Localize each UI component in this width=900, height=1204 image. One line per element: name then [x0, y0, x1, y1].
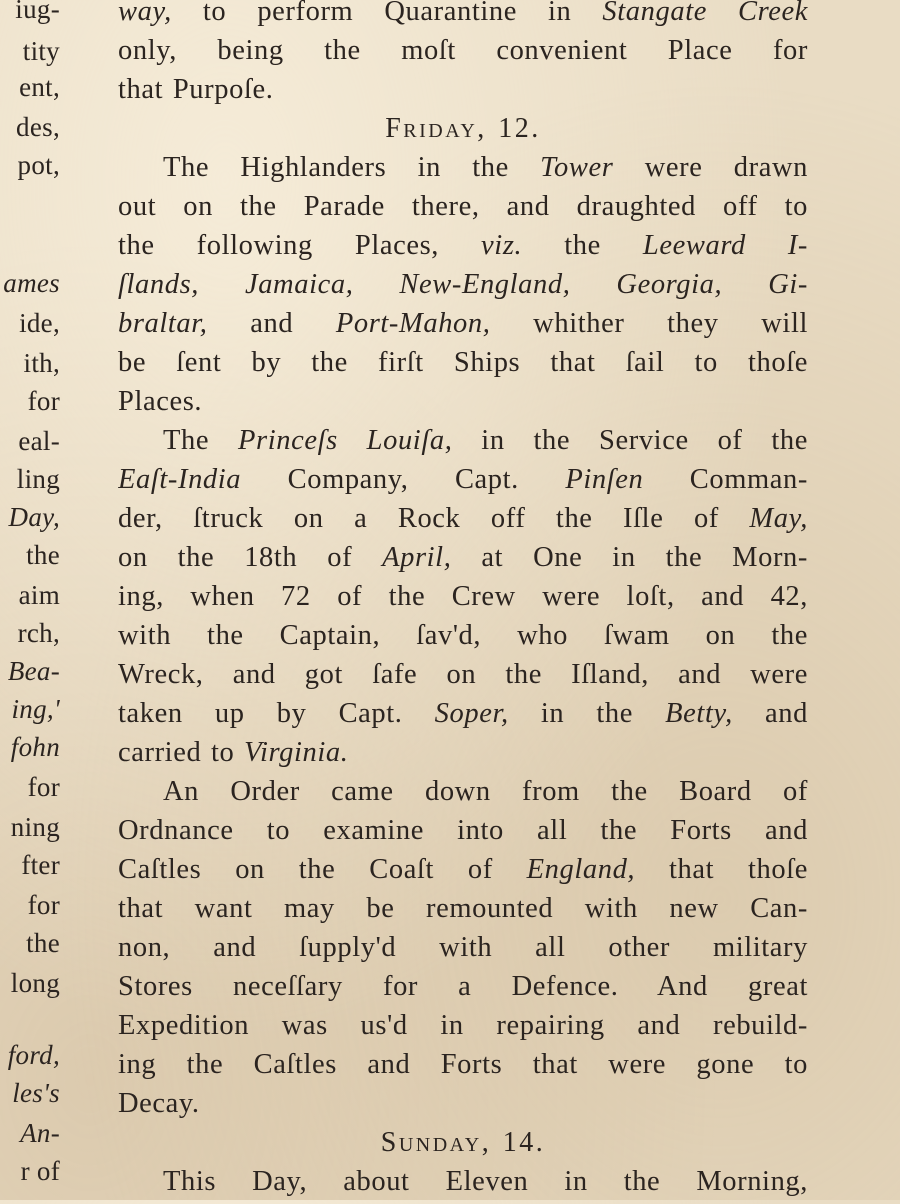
text-line: ing the Caſtles and Forts that were gone to	[118, 1049, 808, 1080]
text-line: Eaſt-India Company, Capt. Pinſen Comman-	[118, 464, 808, 495]
left-margin-fragment: the	[26, 928, 60, 958]
left-margin-fragment: fter	[21, 850, 60, 880]
left-margin-fragment: for	[27, 890, 60, 920]
left-margin-fragment: les's	[12, 1078, 60, 1108]
left-margin-fragment: ning	[10, 812, 60, 842]
left-margin-fragment: eal-	[18, 426, 60, 456]
left-margin-fragment: Day,	[8, 502, 60, 532]
text-line: that want may be remounted with new Can-	[118, 893, 808, 924]
text-line: Caſtles on the Coaſt of England, that thoſe	[118, 854, 808, 885]
text-line: Expedition was us'd in repairing and rebuild-	[118, 1010, 808, 1041]
left-margin-fragment: long	[10, 968, 60, 998]
text-line: Decay.	[118, 1088, 200, 1119]
text-line: ing, when 72 of the Crew were loſt, and 42,	[118, 581, 808, 612]
text-line: Ordnance to examine into all the Forts and	[118, 815, 808, 846]
left-margin-fragment: r of	[20, 1156, 60, 1186]
left-margin-fragment: ames	[3, 268, 60, 298]
left-margin-fragment: ent,	[19, 72, 60, 102]
text-line: Wreck, and got ſafe on the Iſland, and were	[118, 659, 808, 690]
text-line: An Order came down from the Board of	[163, 776, 808, 807]
main-column	[118, 0, 808, 1204]
left-margin-fragment: ith,	[23, 348, 60, 378]
left-margin-fragment: aim	[18, 580, 60, 610]
left-margin-fragment: tity	[22, 36, 60, 66]
text-line: The Highlanders in the Tower were drawn	[163, 152, 808, 183]
left-margin-fragment: ford,	[7, 1040, 60, 1070]
left-column-fragment	[0, 0, 60, 1200]
text-line: Places.	[118, 386, 203, 417]
text-line: carried to Virginia.	[118, 737, 349, 768]
left-margin-fragment: for	[27, 772, 60, 802]
left-margin-fragment: for	[27, 386, 60, 416]
text-line: be ſent by the firſt Ships that ſail to thoſe	[118, 347, 808, 378]
text-line: The Princeſs Louiſa, in the Service of the	[163, 425, 808, 456]
left-margin-fragment: the	[26, 540, 60, 570]
left-margin-fragment: ide,	[19, 308, 60, 338]
left-margin-fragment: ing,'	[11, 694, 60, 724]
text-line: Stores neceſſary for a Defence. And great	[118, 971, 808, 1002]
text-line: braltar, and Port-Mahon, whither they will	[118, 308, 808, 339]
text-line: This Day, about Eleven in the Morning,	[163, 1166, 808, 1197]
text-line: only, being the moſt convenient Place for	[118, 35, 808, 66]
text-line: non, and ſupply'd with all other military	[118, 932, 808, 963]
text-line: with the Captain, ſav'd, who ſwam on the	[118, 620, 808, 651]
left-margin-fragment: ling	[16, 464, 60, 494]
text-line: that Purpoſe.	[118, 74, 274, 105]
text-line: the following Places, viz. the Leeward I-	[118, 230, 808, 261]
text-line: der, ſtruck on a Rock off the Iſle of May,	[118, 503, 808, 534]
text-line: ſlands, Jamaica, New-England, Georgia, Gi-	[118, 269, 808, 300]
left-margin-fragment: rch,	[17, 618, 60, 648]
left-margin-fragment: des,	[16, 112, 60, 142]
left-margin-fragment: An-	[20, 1118, 60, 1148]
text-line: on the 18th of April, at One in the Morn-	[118, 542, 808, 573]
text-line: out on the Parade there, and draughted off to	[118, 191, 808, 222]
left-margin-fragment: iug-	[15, 0, 60, 24]
text-line: way, to perform Quarantine in Stangate Creek	[118, 0, 808, 27]
left-margin-fragment: pot,	[17, 150, 60, 180]
date-heading-sunday: Sunday, 14.	[380, 1127, 546, 1158]
left-margin-fragment: Bea-	[7, 656, 60, 686]
date-heading-friday: Friday, 12.	[385, 113, 541, 144]
text-line: taken up by Capt. Soper, in the Betty, and	[118, 698, 808, 729]
left-margin-fragment: fohn	[10, 732, 60, 762]
